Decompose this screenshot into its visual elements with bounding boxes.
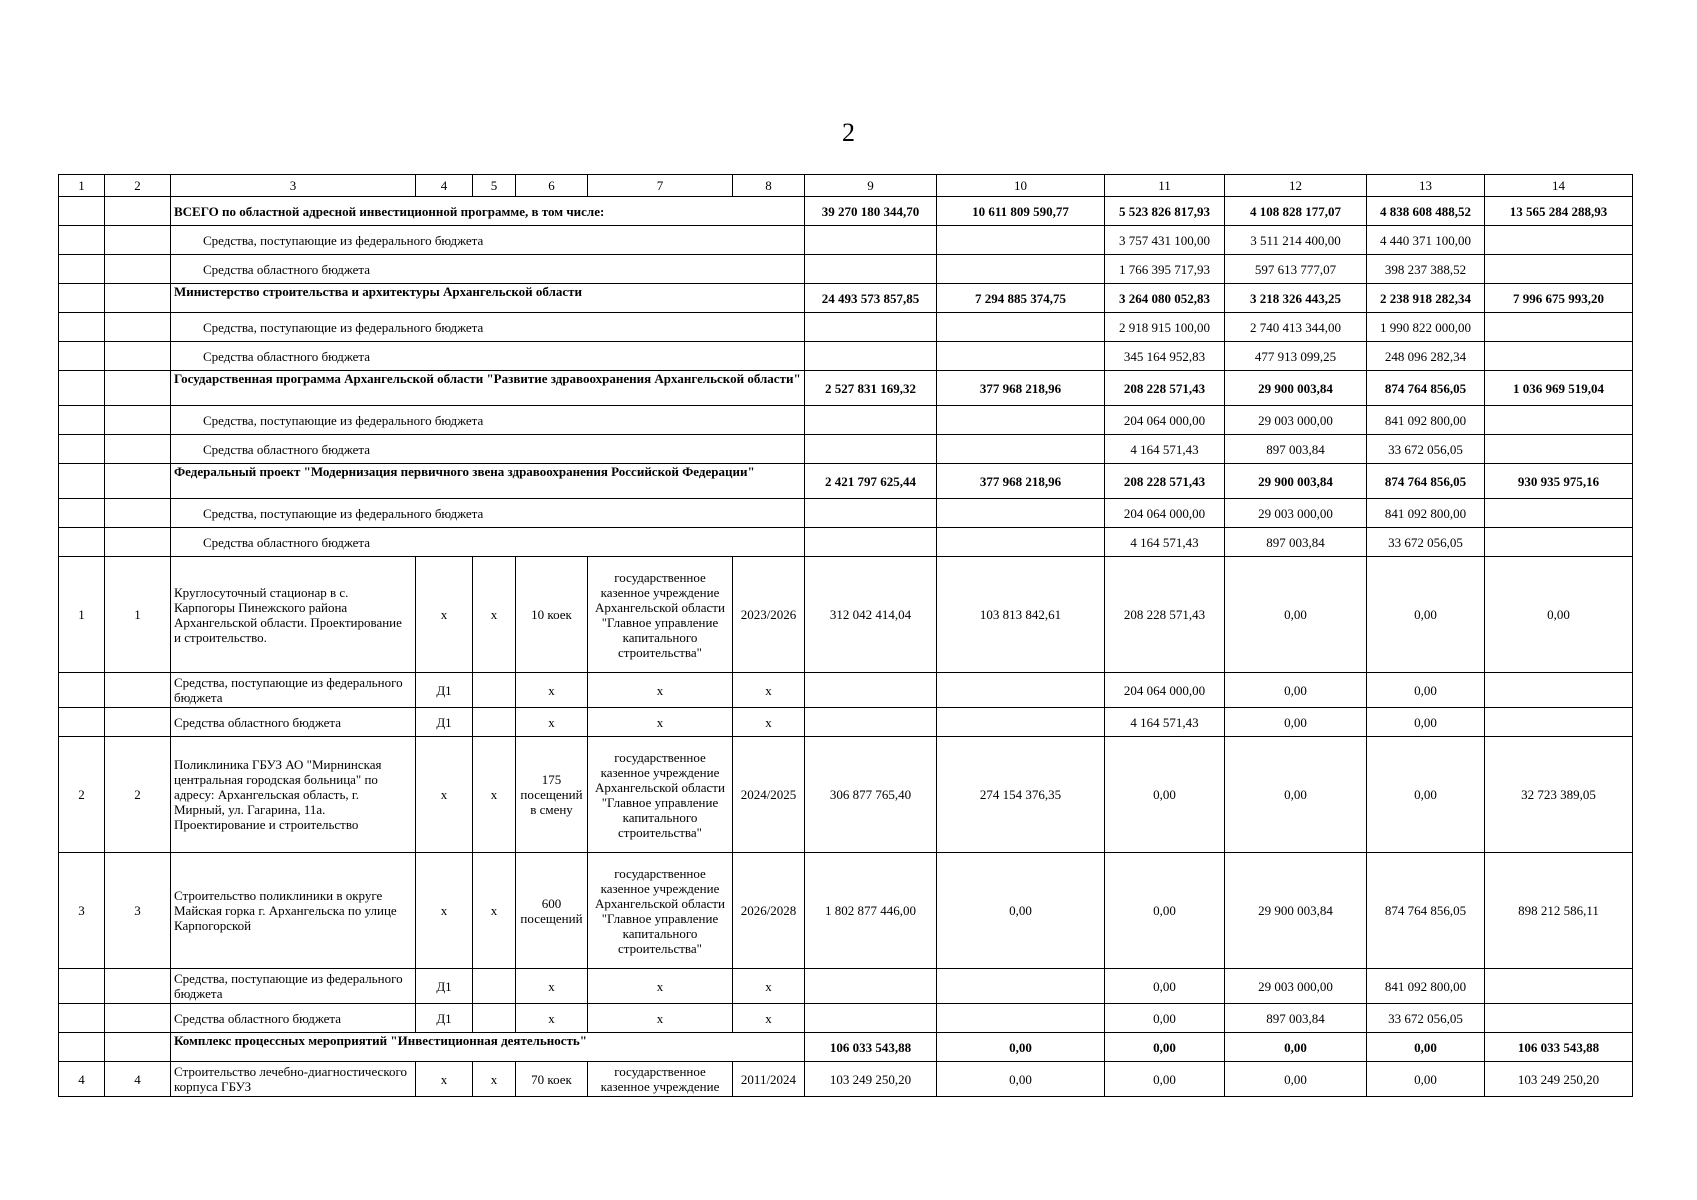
cell: 0,00	[1225, 737, 1367, 853]
cell: 29 900 003,84	[1225, 371, 1367, 406]
cell: 841 092 800,00	[1367, 499, 1485, 528]
cell: 274 154 376,35	[937, 737, 1105, 853]
cell: 204 064 000,00	[1105, 673, 1225, 708]
row-label: Средства областного бюджета	[171, 255, 805, 284]
cell: 10 611 809 590,77	[937, 197, 1105, 226]
cell: 1 036 969 519,04	[1485, 371, 1633, 406]
cell: государственное казенное учреждение	[588, 1062, 733, 1097]
cell: 0,00	[1225, 708, 1367, 737]
row-label: ВСЕГО по областной адресной инвестиционной программе, в том числе:	[171, 197, 805, 226]
cell: 4	[105, 1062, 171, 1097]
complex-row	[59, 1033, 1633, 1062]
funding-row-federal	[59, 406, 1633, 435]
cell: 0,00	[1367, 1062, 1485, 1097]
cell: 103 813 842,61	[937, 557, 1105, 673]
cell: 600 посещений	[516, 853, 588, 969]
cell: 4	[59, 1062, 105, 1097]
cell: 2011/2024	[733, 1062, 805, 1097]
program-row	[59, 371, 1633, 406]
cell: 3 511 214 400,00	[1225, 226, 1367, 255]
cell: Д1	[416, 1004, 473, 1033]
funding-row-regional	[59, 708, 1633, 737]
cell: 33 672 056,05	[1367, 1004, 1485, 1033]
cell: х	[416, 737, 473, 853]
row-label: Средства, поступающие из федерального бюджета	[171, 969, 416, 1004]
funding-row-federal	[59, 673, 1633, 708]
cell: 39 270 180 344,70	[805, 197, 937, 226]
funding-row-regional	[59, 255, 1633, 284]
cell: 204 064 000,00	[1105, 406, 1225, 435]
cell: 106 033 543,88	[805, 1033, 937, 1062]
cell: 345 164 952,83	[1105, 342, 1225, 371]
investment-program-table	[58, 174, 1633, 1097]
object-name: Круглосуточный стационар в с. Карпогоры Пинежского района Архангельской области. Проектирование и строительство.	[171, 557, 416, 673]
col-header: 3	[171, 175, 416, 197]
cell: х	[588, 969, 733, 1004]
cell: 874 764 856,05	[1367, 371, 1485, 406]
funding-row-federal	[59, 969, 1633, 1004]
column-number-row	[59, 175, 1633, 197]
cell: 0,00	[1225, 673, 1367, 708]
cell: государственное казенное учреждение Архангельской области "Главное управление капитального строительства"	[588, 737, 733, 853]
cell: 208 228 571,43	[1105, 464, 1225, 499]
col-header: 6	[516, 175, 588, 197]
cell: 2 421 797 625,44	[805, 464, 937, 499]
col-header: 10	[937, 175, 1105, 197]
cell: 103 249 250,20	[1485, 1062, 1633, 1097]
cell: 874 764 856,05	[1367, 464, 1485, 499]
cell: 0,00	[1367, 737, 1485, 853]
cell: 4 164 571,43	[1105, 528, 1225, 557]
cell: 32 723 389,05	[1485, 737, 1633, 853]
cell: х	[473, 1062, 516, 1097]
cell: х	[473, 737, 516, 853]
cell: 10 коек	[516, 557, 588, 673]
cell: 208 228 571,43	[1105, 371, 1225, 406]
cell: 874 764 856,05	[1367, 853, 1485, 969]
cell: 1	[59, 557, 105, 673]
object-row	[59, 1062, 1633, 1097]
cell: 29 900 003,84	[1225, 464, 1367, 499]
row-label: Государственная программа Архангельской области "Развитие здравоохранения Архангельской области"	[171, 371, 805, 406]
row-label: Средства, поступающие из федерального бюджета	[171, 406, 805, 435]
row-label: Средства областного бюджета	[171, 342, 805, 371]
row-label: Средства, поступающие из федерального бюджета	[171, 313, 805, 342]
cell: 841 092 800,00	[1367, 969, 1485, 1004]
cell: 0,00	[1367, 673, 1485, 708]
cell: 0,00	[1105, 969, 1225, 1004]
cell: 175 посещений в смену	[516, 737, 588, 853]
cell: 0,00	[1367, 557, 1485, 673]
funding-row-federal	[59, 499, 1633, 528]
cell: 204 064 000,00	[1105, 499, 1225, 528]
row-label: Средства, поступающие из федерального бюджета	[171, 226, 805, 255]
cell: х	[588, 708, 733, 737]
col-header: 5	[473, 175, 516, 197]
row-label: Средства областного бюджета	[171, 435, 805, 464]
cell: 0,00	[1225, 1033, 1367, 1062]
cell: 898 212 586,11	[1485, 853, 1633, 969]
col-header: 2	[105, 175, 171, 197]
col-header: 8	[733, 175, 805, 197]
cell: х	[416, 853, 473, 969]
cell: 2	[105, 737, 171, 853]
cell: 208 228 571,43	[1105, 557, 1225, 673]
cell: 29 900 003,84	[1225, 853, 1367, 969]
cell: 3 218 326 443,25	[1225, 284, 1367, 313]
cell: 930 935 975,16	[1485, 464, 1633, 499]
cell: 29 003 000,00	[1225, 969, 1367, 1004]
cell: х	[516, 1004, 588, 1033]
cell: 70 коек	[516, 1062, 588, 1097]
cell: 29 003 000,00	[1225, 499, 1367, 528]
cell: 24 493 573 857,85	[805, 284, 937, 313]
cell: 1 990 822 000,00	[1367, 313, 1485, 342]
object-name: Строительство поликлиники в округе Майская горка г. Архангельска по улице Карпогорской	[171, 853, 416, 969]
cell: 7 996 675 993,20	[1485, 284, 1633, 313]
funding-row-federal	[59, 226, 1633, 255]
cell: 2	[59, 737, 105, 853]
cell: 0,00	[1225, 557, 1367, 673]
cell: Д1	[416, 969, 473, 1004]
cell: 2 918 915 100,00	[1105, 313, 1225, 342]
cell: 0,00	[937, 1033, 1105, 1062]
cell: х	[416, 1062, 473, 1097]
cell: 33 672 056,05	[1367, 435, 1485, 464]
cell: х	[733, 969, 805, 1004]
cell: 5 523 826 817,93	[1105, 197, 1225, 226]
funding-row-regional	[59, 435, 1633, 464]
cell: 2 238 918 282,34	[1367, 284, 1485, 313]
cell: х	[516, 969, 588, 1004]
col-header: 11	[1105, 175, 1225, 197]
cell: 377 968 218,96	[937, 371, 1105, 406]
cell: 1	[105, 557, 171, 673]
col-header: 1	[59, 175, 105, 197]
cell: 0,00	[1105, 1033, 1225, 1062]
funding-row-regional	[59, 342, 1633, 371]
cell: 2 740 413 344,00	[1225, 313, 1367, 342]
cell: 0,00	[1485, 557, 1633, 673]
cell: 2 527 831 169,32	[805, 371, 937, 406]
row-label: Средства областного бюджета	[171, 708, 416, 737]
object-row	[59, 853, 1633, 969]
col-header: 13	[1367, 175, 1485, 197]
cell: 2024/2025	[733, 737, 805, 853]
funding-row-federal	[59, 313, 1633, 342]
cell: Д1	[416, 708, 473, 737]
object-name: Строительство лечебно-диагностического корпуса ГБУЗ	[171, 1062, 416, 1097]
cell: х	[473, 853, 516, 969]
object-row	[59, 737, 1633, 853]
row-label: Федеральный проект "Модернизация первичного звена здравоохранения Российской Федерации"	[171, 464, 805, 499]
cell: 3	[59, 853, 105, 969]
col-header: 12	[1225, 175, 1367, 197]
cell: х	[733, 1004, 805, 1033]
funding-row-regional	[59, 1004, 1633, 1033]
cell: 377 968 218,96	[937, 464, 1105, 499]
cell: 0,00	[1105, 853, 1225, 969]
row-label: Средства областного бюджета	[171, 528, 805, 557]
cell: 3 757 431 100,00	[1105, 226, 1225, 255]
col-header: 14	[1485, 175, 1633, 197]
cell: 0,00	[1367, 1033, 1485, 1062]
cell: Д1	[416, 673, 473, 708]
cell: 897 003,84	[1225, 528, 1367, 557]
cell: 3 264 080 052,83	[1105, 284, 1225, 313]
cell: х	[588, 673, 733, 708]
cell: 841 092 800,00	[1367, 406, 1485, 435]
cell: 4 440 371 100,00	[1367, 226, 1485, 255]
cell: х	[733, 708, 805, 737]
cell: 2023/2026	[733, 557, 805, 673]
total-row	[59, 197, 1633, 226]
cell: государственное казенное учреждение Архангельской области "Главное управление капитального строительства"	[588, 557, 733, 673]
cell: 103 249 250,20	[805, 1062, 937, 1097]
cell: 1 766 395 717,93	[1105, 255, 1225, 284]
cell: 13 565 284 288,93	[1485, 197, 1633, 226]
col-header: 9	[805, 175, 937, 197]
cell: 0,00	[1225, 1062, 1367, 1097]
cell: 0,00	[1105, 1062, 1225, 1097]
cell: 597 613 777,07	[1225, 255, 1367, 284]
row-label: Министерство строительства и архитектуры Архангельской области	[171, 284, 805, 313]
federal-project-row	[59, 464, 1633, 499]
row-label: Средства, поступающие из федерального бюджета	[171, 673, 416, 708]
cell: 306 877 765,40	[805, 737, 937, 853]
cell: х	[733, 673, 805, 708]
cell: 106 033 543,88	[1485, 1033, 1633, 1062]
object-row	[59, 557, 1633, 673]
row-label: Средства, поступающие из федерального бюджета	[171, 499, 805, 528]
cell: 897 003,84	[1225, 1004, 1367, 1033]
cell: 1 802 877 446,00	[805, 853, 937, 969]
cell: х	[473, 557, 516, 673]
col-header: 7	[588, 175, 733, 197]
cell: х	[516, 673, 588, 708]
cell: 897 003,84	[1225, 435, 1367, 464]
cell: 4 108 828 177,07	[1225, 197, 1367, 226]
row-label: Средства областного бюджета	[171, 1004, 416, 1033]
page-number: 2	[842, 118, 855, 147]
cell: 477 913 099,25	[1225, 342, 1367, 371]
row-label: Комплекс процессных мероприятий "Инвестиционная деятельность"	[171, 1033, 805, 1062]
ministry-row	[59, 284, 1633, 313]
cell: 3	[105, 853, 171, 969]
funding-row-regional	[59, 528, 1633, 557]
cell: 7 294 885 374,75	[937, 284, 1105, 313]
cell: 0,00	[1105, 737, 1225, 853]
cell: 4 838 608 488,52	[1367, 197, 1485, 226]
cell: 4 164 571,43	[1105, 435, 1225, 464]
cell: 398 237 388,52	[1367, 255, 1485, 284]
object-name: Поликлиника ГБУЗ АО "Мирнинская центральная городская больница" по адресу: Архангельская область, г. Мирный, ул. Гагарина, 11а. Проектирование и строительство	[171, 737, 416, 853]
cell: х	[516, 708, 588, 737]
cell: государственное казенное учреждение Архангельской области "Главное управление капитального строительства"	[588, 853, 733, 969]
cell: 4 164 571,43	[1105, 708, 1225, 737]
cell: 248 096 282,34	[1367, 342, 1485, 371]
cell: 2026/2028	[733, 853, 805, 969]
cell: 312 042 414,04	[805, 557, 937, 673]
cell: х	[588, 1004, 733, 1033]
cell: х	[416, 557, 473, 673]
cell: 0,00	[1367, 708, 1485, 737]
col-header: 4	[416, 175, 473, 197]
cell: 0,00	[937, 853, 1105, 969]
cell: 0,00	[1105, 1004, 1225, 1033]
cell: 29 003 000,00	[1225, 406, 1367, 435]
cell: 0,00	[937, 1062, 1105, 1097]
cell: 33 672 056,05	[1367, 528, 1485, 557]
